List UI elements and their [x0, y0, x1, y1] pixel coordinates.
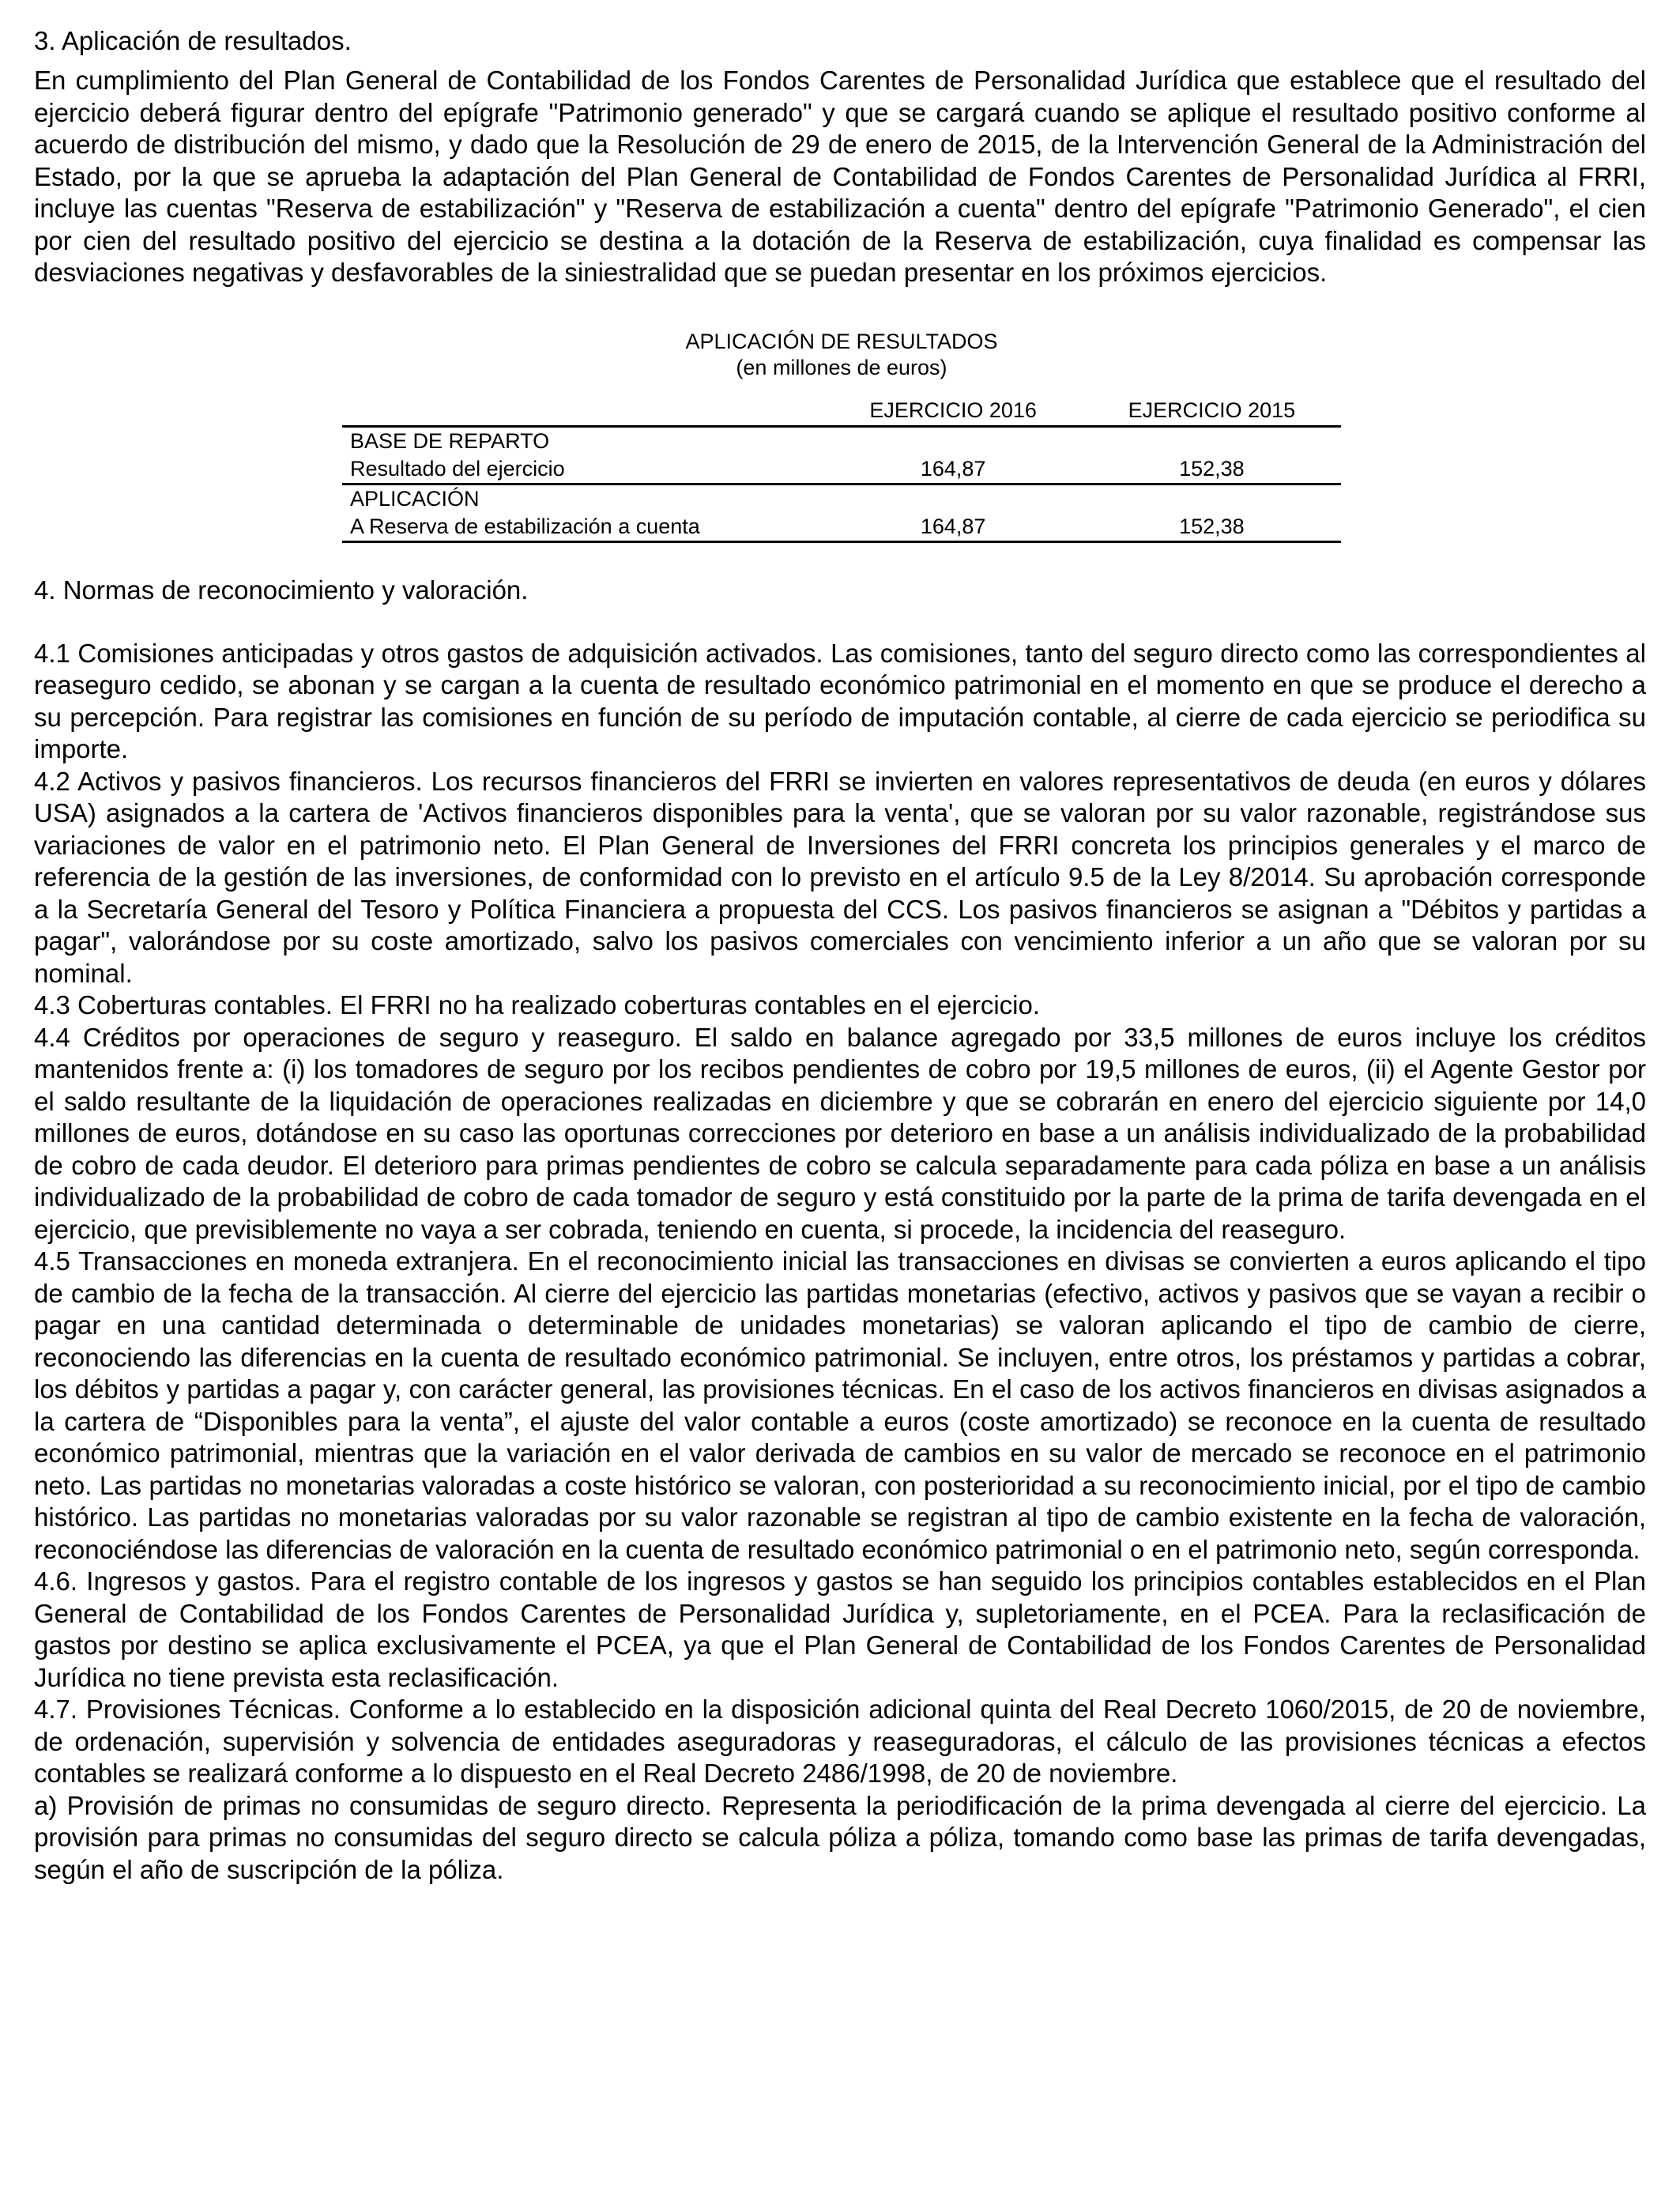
table-header-row: [342, 397, 1341, 427]
column-header-2016: EJERCICIO 2016: [824, 397, 1083, 427]
table-row: [342, 513, 1341, 542]
row-value-2015: [1083, 484, 1341, 513]
paragraph-4-5: 4.5 Transacciones en moneda extranjera. En el reconocimiento inicial las transacciones en divisas se convierten a euros aplicando el tipo de cambio de la fecha de la transacción. Al cierre del ejercicio las partidas monetarias (efectivo, activos y pasivos que se vayan a recibir o pagar en una cantidad determinada o determinable de unidades monetarias) se valoran aplicando el tipo de cambio de cierre, reconociendo las diferencias en la cuenta de resultado económico patrimonial. Se incluyen, entre otros, los préstamos y partidas a cobrar, los débitos y partidas a pagar y, con carácter general, las provisiones técnicas. En el caso de los activos financieros en divisas asignados a la cartera de “Disponibles para la venta”, el ajuste del valor contable a euros (coste amortizado) se reconoce en la cuenta de resultado económico patrimonial, mientras que la variación en el valor derivada de cambios en su valor de mercado se reconoce en el patrimonio neto. Las partidas no monetarias valoradas a coste histórico se valoran, con posterioridad a su reconocimiento inicial, por el tipo de cambio histórico. Las partidas no monetarias valoradas por su valor razonable se registran al tipo de cambio existente en la fecha de valoración, reconociéndose las diferencias de valoración en la cuenta de resultado económico patrimonial o en el patrimonio neto, según corresponda.: [34, 1246, 1646, 1564]
table-subtitle: (en millones de euros): [736, 355, 947, 379]
results-table: [342, 397, 1341, 543]
row-value-2016: 164,87: [824, 513, 1083, 542]
section-3-paragraph: En cumplimiento del Plan General de Contabilidad de los Fondos Carentes de Personalidad Jurídica que establece que el resultado del ejercicio deberá figurar dentro del epígrafe "Patrimonio generado" y que se cargará cuando se aplique el resultado positivo conforme al acuerdo de distribución del mismo, y dado que la Resolución de 29 de enero de 2015, de la Intervención General de la Administración del Estado, por la que se aprueba la adaptación del Plan General de Contabilidad de Fondos Carentes de Personalidad Jurídica al FRRI, incluye las cuentas "Reserva de estabilización" y "Reserva de estabilización a cuenta" dentro del epígrafe "Patrimonio Generado", el cien por cien del resultado positivo del ejercicio se destina a la dotación de la Reserva de estabilización, cuya finalidad es compensar las desviaciones negativas y desfavorables de la siniestralidad que se puedan presentar en los próximos ejercicios.: [34, 66, 1646, 287]
paragraph-4-6: 4.6. Ingresos y gastos. Para el registro contable de los ingresos y gastos se han seguido los principios contables establecidos en el Plan General de Contabilidad de los Fondos Carentes de Personalidad Jurídica y, supletoriamente, en el PCEA. Para la reclasificación de gastos por destino se aplica exclusivamente el PCEA, ya que el Plan General de Contabilidad de los Fondos Carentes de Personalidad Jurídica no tiene prevista esta reclasificación.: [34, 1566, 1646, 1692]
paragraph-4-1: 4.1 Comisiones anticipadas y otros gastos de adquisición activados. Las comisiones, tanto del seguro directo como las correspondientes al reaseguro cedido, se abonan y se cargan a la cuenta de resultado económico patrimonial en el momento en que se produce el derecho a su percepción. Para registrar las comisiones en función de su período de imputación contable, al cierre de cada ejercicio se periodifica su importe.: [34, 638, 1646, 763]
paragraph-4-2: 4.2 Activos y pasivos financieros. Los recursos financieros del FRRI se invierten en valores representativos de deuda (en euros y dólares USA) asignados a la cartera de 'Activos financieros disponibles para la venta', que se valoran por su valor razonable, registrándose sus variaciones de valor en el patrimonio neto. El Plan General de Inversiones del FRRI concreta los principios generales y el marco de referencia de la gestión de las inversiones, de conformidad con lo previsto en el artículo 9.5 de la Ley 8/2014. Su aprobación corresponde a la Secretaría General del Tesoro y Política Financiera a propuesta del CCS. Los pasivos financieros se asignan a "Débitos y partidas a pagar", valorándose por su coste amortizado, salvo los pasivos comerciales con vencimiento inferior a un año que se valoran por su nominal.: [34, 766, 1646, 988]
document-page: [34, 24, 1646, 1886]
results-table-block: [342, 329, 1341, 543]
column-header-2015: EJERCICIO 2015: [1083, 397, 1341, 427]
row-label: A Reserva de estabilización a cuenta: [342, 513, 824, 542]
row-value-2015: [1083, 426, 1341, 455]
section-3-heading: 3. Aplicación de resultados.: [34, 26, 352, 55]
row-value-2016: [824, 484, 1083, 513]
table-row: [342, 426, 1341, 455]
table-row: [342, 455, 1341, 484]
row-value-2015: 152,38: [1083, 455, 1341, 484]
paragraph-4-3: 4.3 Coberturas contables. El FRRI no ha realizado coberturas contables en el ejercicio.: [34, 990, 1041, 1020]
paragraph-4-7-a: a) Provisión de primas no consumidas de seguro directo. Representa la periodificación de la prima devengada al cierre del ejercicio. La provisión para primas no consumidas del seguro directo se calcula póliza a póliza, tomando como base las primas de tarifa devengadas, según el año de suscripción de la póliza.: [34, 1790, 1646, 1884]
table-row: [342, 484, 1341, 513]
section-4-heading: 4. Normas de reconocimiento y valoración.: [34, 575, 529, 605]
paragraph-4-4: 4.4 Créditos por operaciones de seguro y reaseguro. El saldo en balance agregado por 33,5 millones de euros incluye los créditos mantenidos frente a: (i) los tomadores de seguro por los recibos pendientes de cobro por 19,5 millones de euros, (ii) el Agente Gestor por el saldo resultante de la liquidación de operaciones realizadas en diciembre y que se cobrarán en enero del ejercicio siguiente por 14,0 millones de euros, dotándose en su caso las oportunas correcciones por deterioro en base a un análisis individualizado de la probabilidad de cobro de cada deudor. El deterioro para primas pendientes de cobro se calcula separadamente para cada póliza en base a un análisis individualizado de la probabilidad de cobro de cada tomador de seguro y está constituido por la parte de la prima de tarifa devengada en el ejercicio, que previsiblemente no vaya a ser cobrada, teniendo en cuenta, si procede, la incidencia del reaseguro.: [34, 1022, 1646, 1244]
row-value-2015: 152,38: [1083, 513, 1341, 542]
row-label: BASE DE REPARTO: [350, 428, 550, 453]
table-title-block: [342, 329, 1341, 381]
row-value-2016: 164,87: [824, 455, 1083, 484]
row-label: APLICACIÓN: [350, 486, 480, 511]
paragraph-4-7: 4.7. Provisiones Técnicas. Conforme a lo establecido en la disposición adicional quinta del Real Decreto 1060/2015, de 20 de noviembre, de ordenación, supervisión y solvencia de entidades aseguradoras y reaseguradoras, el cálculo de las provisiones técnicas a efectos contables se realizará conforme a lo dispuesto en el Real Decreto 2486/1998, de 20 de noviembre.: [34, 1695, 1646, 1788]
column-header-label: [342, 397, 824, 427]
row-value-2016: [824, 426, 1083, 455]
table-title: APLICACIÓN DE RESULTADOS: [685, 329, 998, 353]
row-label: Resultado del ejercicio: [342, 455, 824, 484]
